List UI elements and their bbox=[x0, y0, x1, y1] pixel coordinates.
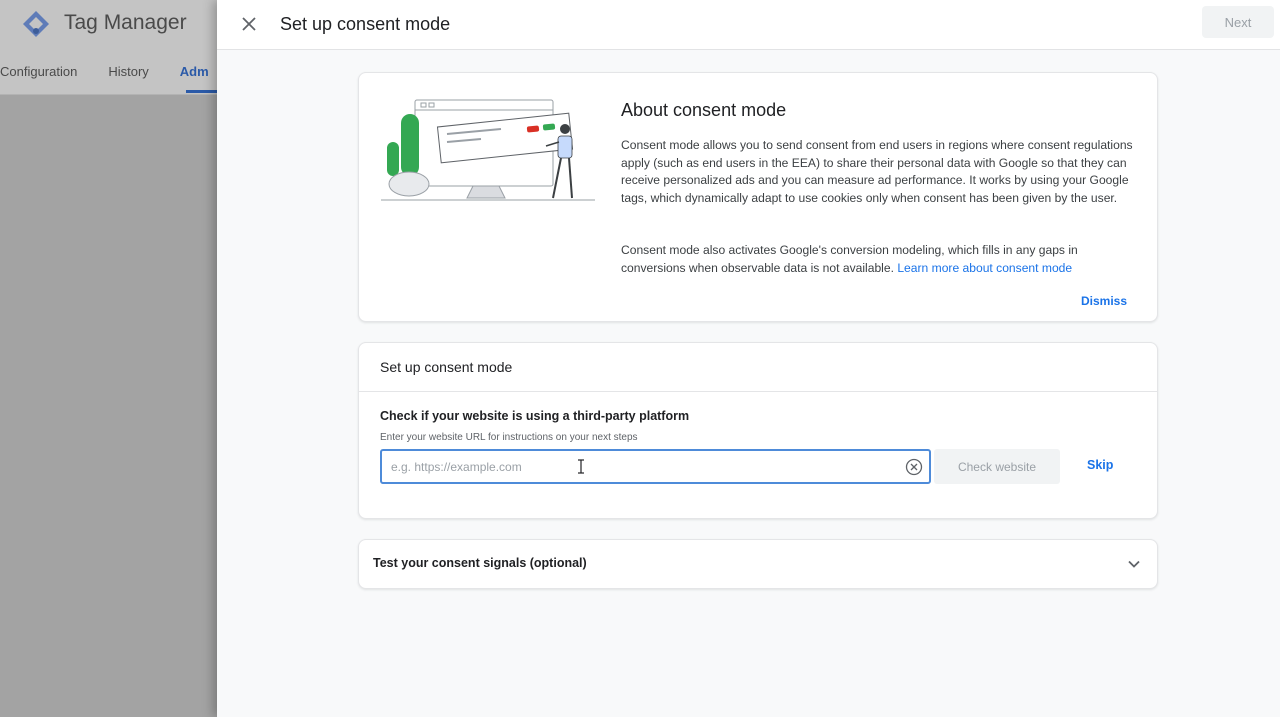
about-paragraph-2-text: Consent mode also activates Google's conversion modeling, which fills in any gaps in conversions when observable data is not available. bbox=[621, 243, 1078, 275]
test-consent-title: Test your consent signals (optional) bbox=[373, 556, 587, 570]
setup-title: Set up consent mode bbox=[380, 359, 513, 375]
close-icon[interactable] bbox=[239, 14, 259, 34]
website-url-field[interactable] bbox=[380, 449, 931, 484]
about-title: About consent mode bbox=[621, 100, 787, 120]
divider bbox=[359, 391, 1157, 392]
tab-history[interactable]: History bbox=[108, 64, 149, 79]
consent-illustration bbox=[381, 98, 595, 210]
about-consent-card bbox=[358, 72, 1158, 322]
app-title: Tag Manager bbox=[64, 11, 187, 34]
check-platform-subtext: Enter your website URL for instructions on your next steps bbox=[380, 432, 638, 443]
tab-configuration[interactable]: Configuration bbox=[0, 64, 78, 79]
clear-icon[interactable] bbox=[905, 458, 923, 476]
check-platform-heading: Check if your website is using a third-party platform bbox=[380, 409, 690, 423]
chevron-down-icon[interactable] bbox=[1127, 557, 1141, 571]
consent-mode-drawer bbox=[217, 0, 1280, 717]
tab-admin[interactable]: Adm bbox=[179, 64, 209, 79]
about-paragraph-1: Consent mode allows you to send consent from end users in regions where consent regulations apply (such as end users in the EEA) to share their personal data with Google so that they can receive personalized ads and you can measure ad performance. It works by using your Google tags, which dynamically adapt to use cookies only when consent has been given by the user. bbox=[621, 138, 1133, 205]
learn-more-link[interactable]: Learn more about consent mode bbox=[897, 260, 1073, 275]
drawer-header bbox=[217, 0, 1280, 50]
next-button[interactable]: Next bbox=[1202, 6, 1274, 38]
dismiss-button[interactable]: Dismiss bbox=[1080, 294, 1127, 308]
check-website-button[interactable]: Check website bbox=[934, 449, 1060, 484]
about-paragraph-2 bbox=[621, 242, 1141, 277]
background-tabs bbox=[0, 64, 240, 79]
test-consent-signals-card[interactable] bbox=[358, 539, 1158, 589]
tag-manager-logo-icon bbox=[22, 10, 50, 38]
text-cursor-icon bbox=[577, 459, 585, 474]
skip-button[interactable]: Skip bbox=[1087, 458, 1114, 472]
drawer-title: Set up consent mode bbox=[280, 14, 451, 34]
website-url-input[interactable] bbox=[382, 451, 892, 482]
setup-consent-card bbox=[358, 342, 1158, 519]
